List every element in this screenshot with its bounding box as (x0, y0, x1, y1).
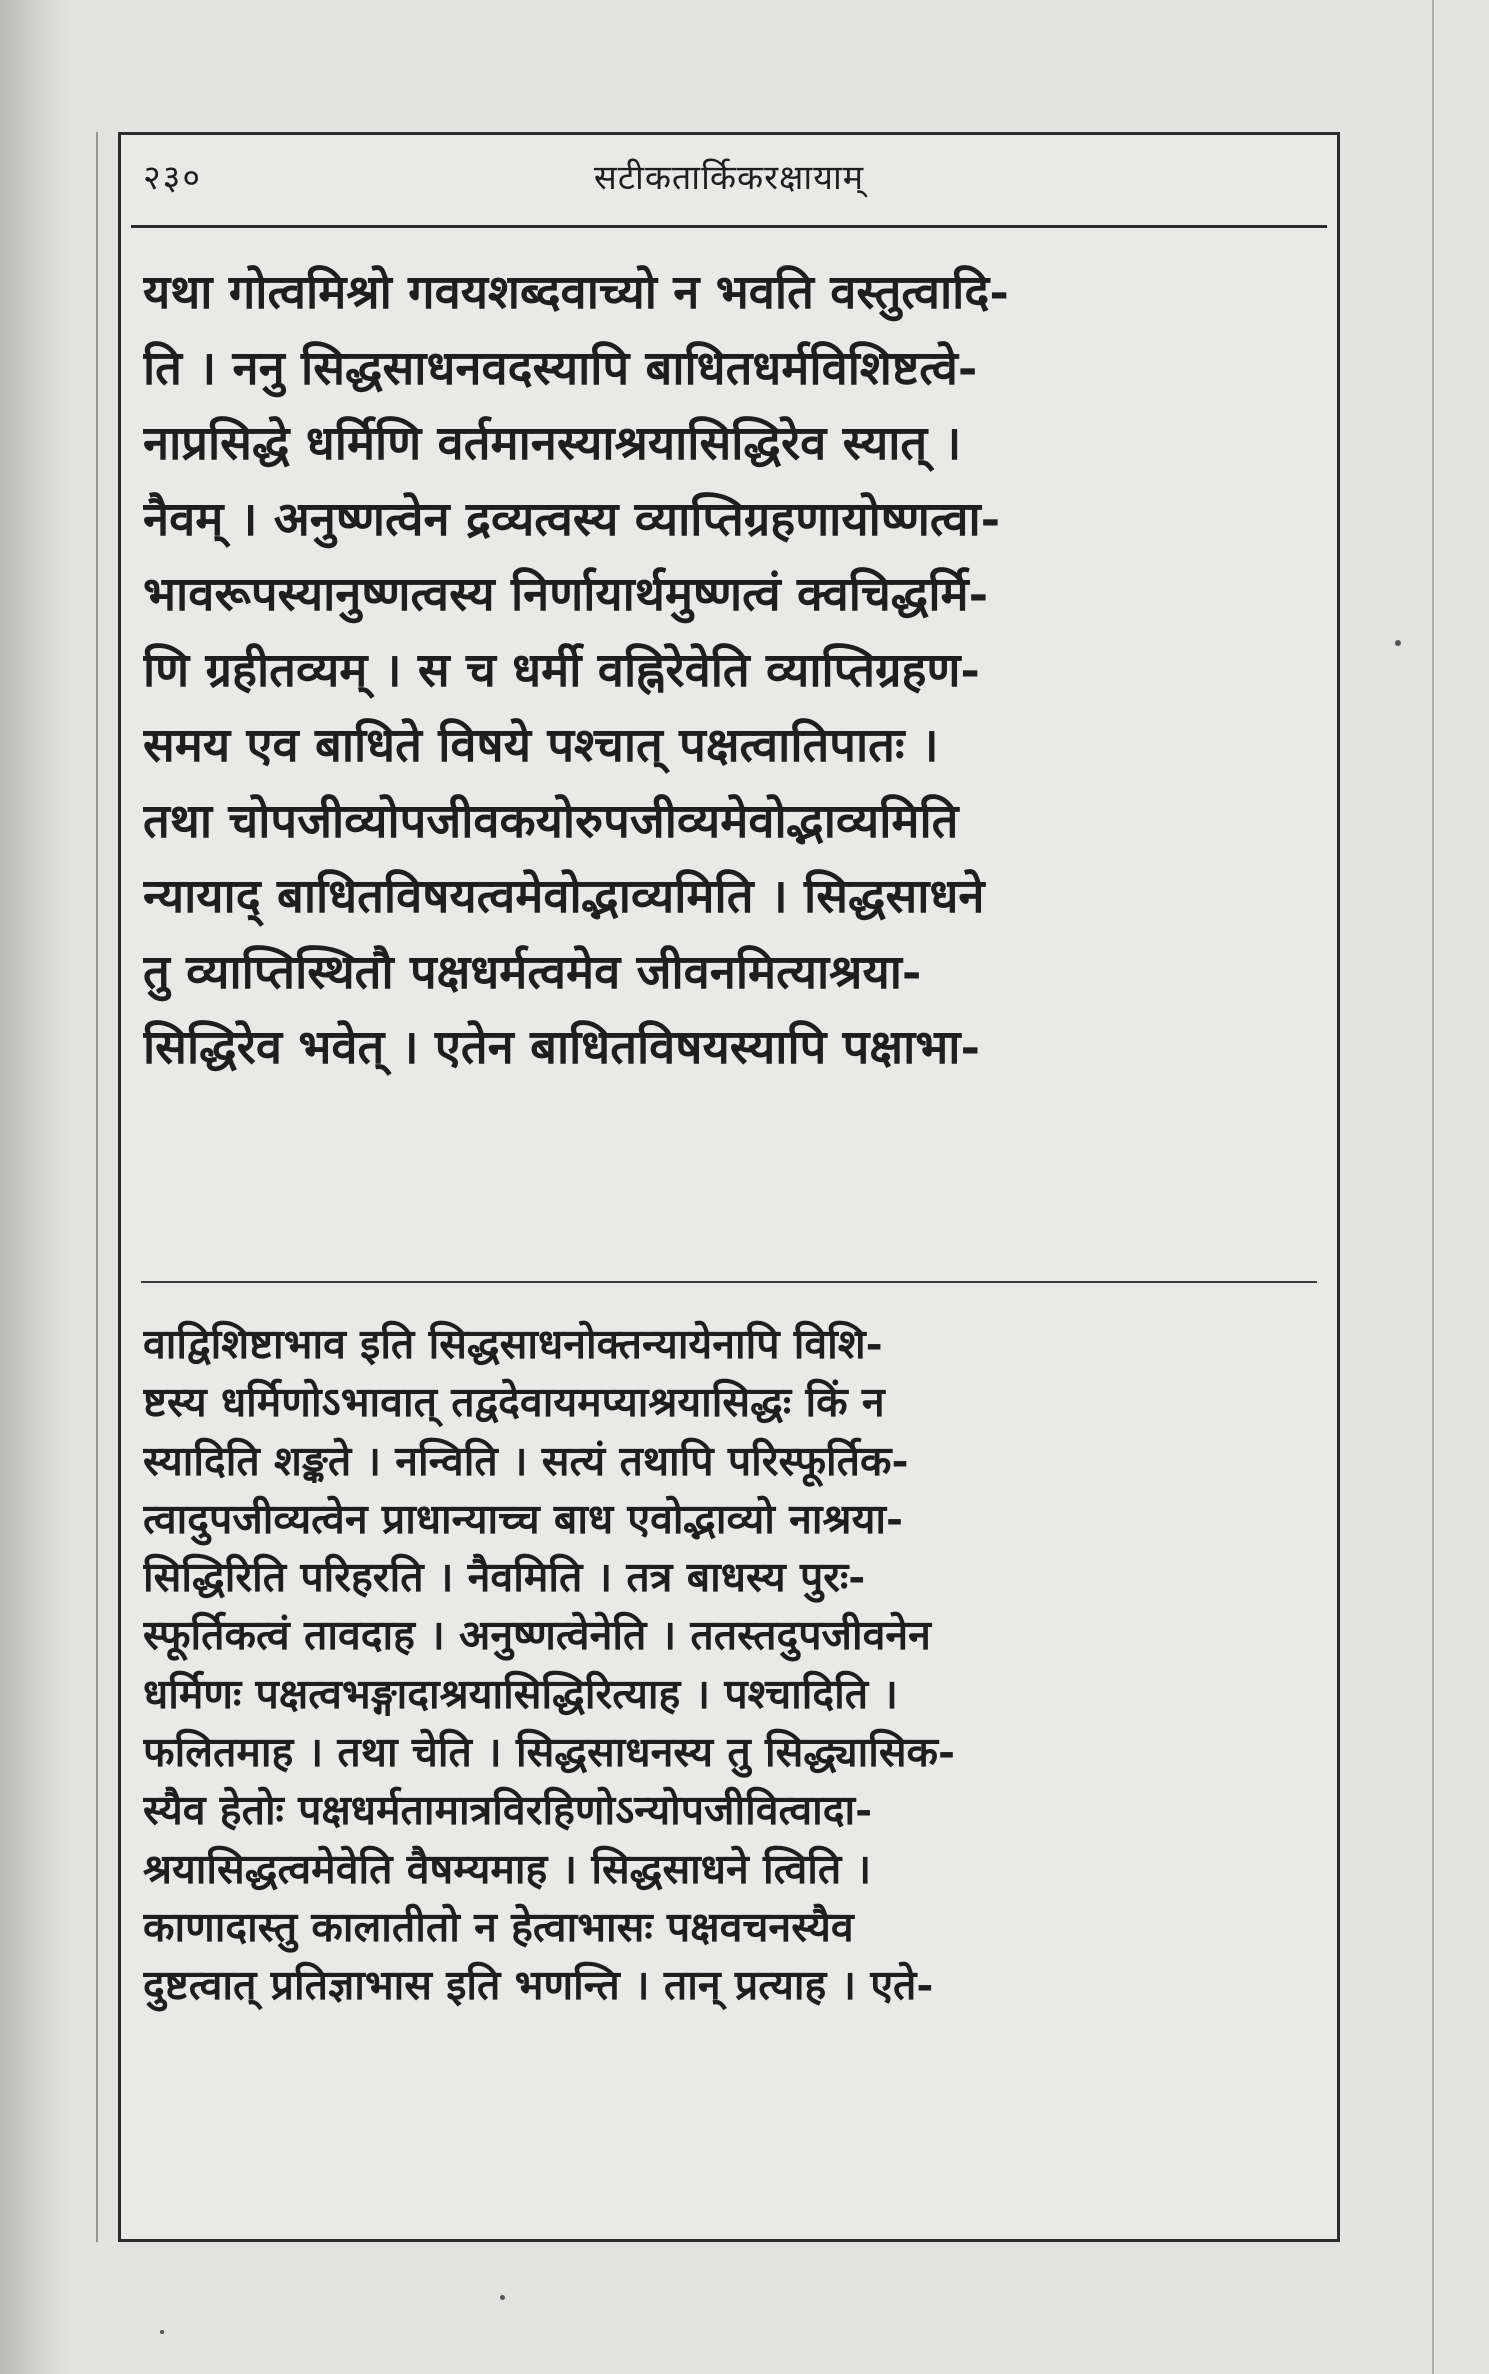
page-frame (118, 132, 1340, 2242)
main-text-line: ति । ननु सिद्धसाधनवदस्यापि बाधितधर्मविशिष्टत्वे- (143, 340, 978, 396)
main-text-line: तु व्याप्तिस्थितौ पक्षधर्मत्वमेव जीवनमित्याश्रया- (143, 944, 922, 1000)
commentary-line: त्वादुपजीव्यत्वेन प्राधान्याच्च बाध एवोद्भाव्यो नाश्रया- (143, 1494, 903, 1543)
commentary-line: फलितमाह । तथा चेति । सिद्धसाधनस्य तु सिद्ध्यासिक- (143, 1728, 956, 1777)
commentary-line: स्यादिति शङ्कते । नन्विति । सत्यं तथापि परिस्फूर्तिक- (143, 1436, 909, 1485)
commentary-line: श्रयासिद्धत्वमेवेति वैषम्यमाह । सिद्धसाधने त्विति । (143, 1844, 872, 1893)
commentary-divider (141, 1281, 1317, 1283)
commentary-line: धर्मिणः पक्षत्वभङ्गादाश्रयासिद्धिरित्याह । पश्चादिति । (143, 1669, 898, 1718)
main-text-line: समय एव बाधिते विषये पश्चात् पक्षत्वातिपातः । (143, 718, 939, 773)
commentary-line: स्यैव हेतोः पक्षधर्मतामात्रविरहिणोऽन्योपजीवित्वादा- (143, 1786, 873, 1835)
commentary-line: सिद्धिरिति परिहरति । नैवमिति । तत्र बाधस्य पुरः- (143, 1553, 866, 1602)
main-text-line: तथा चोपजीव्योपजीवकयोरुपजीव्यमेवोद्भाव्यमिति (143, 793, 959, 849)
running-title: सटीकतार्किकरक्षायाम् (593, 158, 865, 198)
main-text-block (143, 255, 1319, 1295)
page-edge-line (1432, 0, 1434, 2374)
main-text-line: णि ग्रहीतव्यम् । स च धर्मी वह्निरेवेति व्याप्तिग्रहण- (143, 642, 980, 698)
main-text-line: भावरूपस्यानुष्णत्वस्य निर्णायार्थमुष्णत्वं क्वचिद्धर्मि- (143, 567, 989, 622)
main-text-line: यथा गोत्वमिश्रो गवयशब्दवाच्यो न भवति वस्तुत्वादि- (143, 265, 1009, 320)
paper-speck (500, 2295, 505, 2300)
commentary-line: वाद्विशिष्टाभाव इति सिद्धसाधनोक्तन्यायेनापि विशि- (143, 1320, 883, 1368)
commentary-block (143, 1315, 1319, 2015)
commentary-line: ष्टस्य धर्मिणोऽभावात् तद्वदेवायमप्याश्रयासिद्धः किं न (143, 1378, 885, 1427)
binding-line (96, 132, 98, 2242)
main-text-line: न्यायाद् बाधितविषयत्वमेवोद्भाव्यमिति । सिद्धसाधने (143, 869, 985, 924)
commentary-line: काणादास्तु कालातीतो न हेत्वाभासः पक्षवचनस्यैव (143, 1902, 854, 1951)
main-text-line: सिद्धिरेव भवेत् । एतेन बाधितविषयस्यापि पक्षाभा- (143, 1020, 980, 1075)
paper-speck (160, 2330, 164, 2334)
main-text-line: नाप्रसिद्धे धर्मिणि वर्तमानस्याश्रयासिद्धिरेव स्यात् । (143, 416, 962, 471)
main-text-line: नैवम् । अनुष्णत्वेन द्रव्यत्वस्य व्याप्तिग्रहणायोष्णत्वा- (143, 491, 1001, 547)
header-divider (131, 225, 1327, 228)
page-number: २३० (143, 158, 203, 198)
paper-speck (1395, 640, 1401, 646)
commentary-line: दुष्टत्वात् प्रतिज्ञाभास इति भणन्ति । तान् प्रत्याह । एते- (143, 1961, 934, 2010)
commentary-line: स्फूर्तिकत्वं तावदाह । अनुष्णत्वेनेति । ततस्तदुपजीवनेन (143, 1611, 931, 1660)
page-header (121, 135, 1337, 225)
page-shadow (0, 0, 70, 2374)
